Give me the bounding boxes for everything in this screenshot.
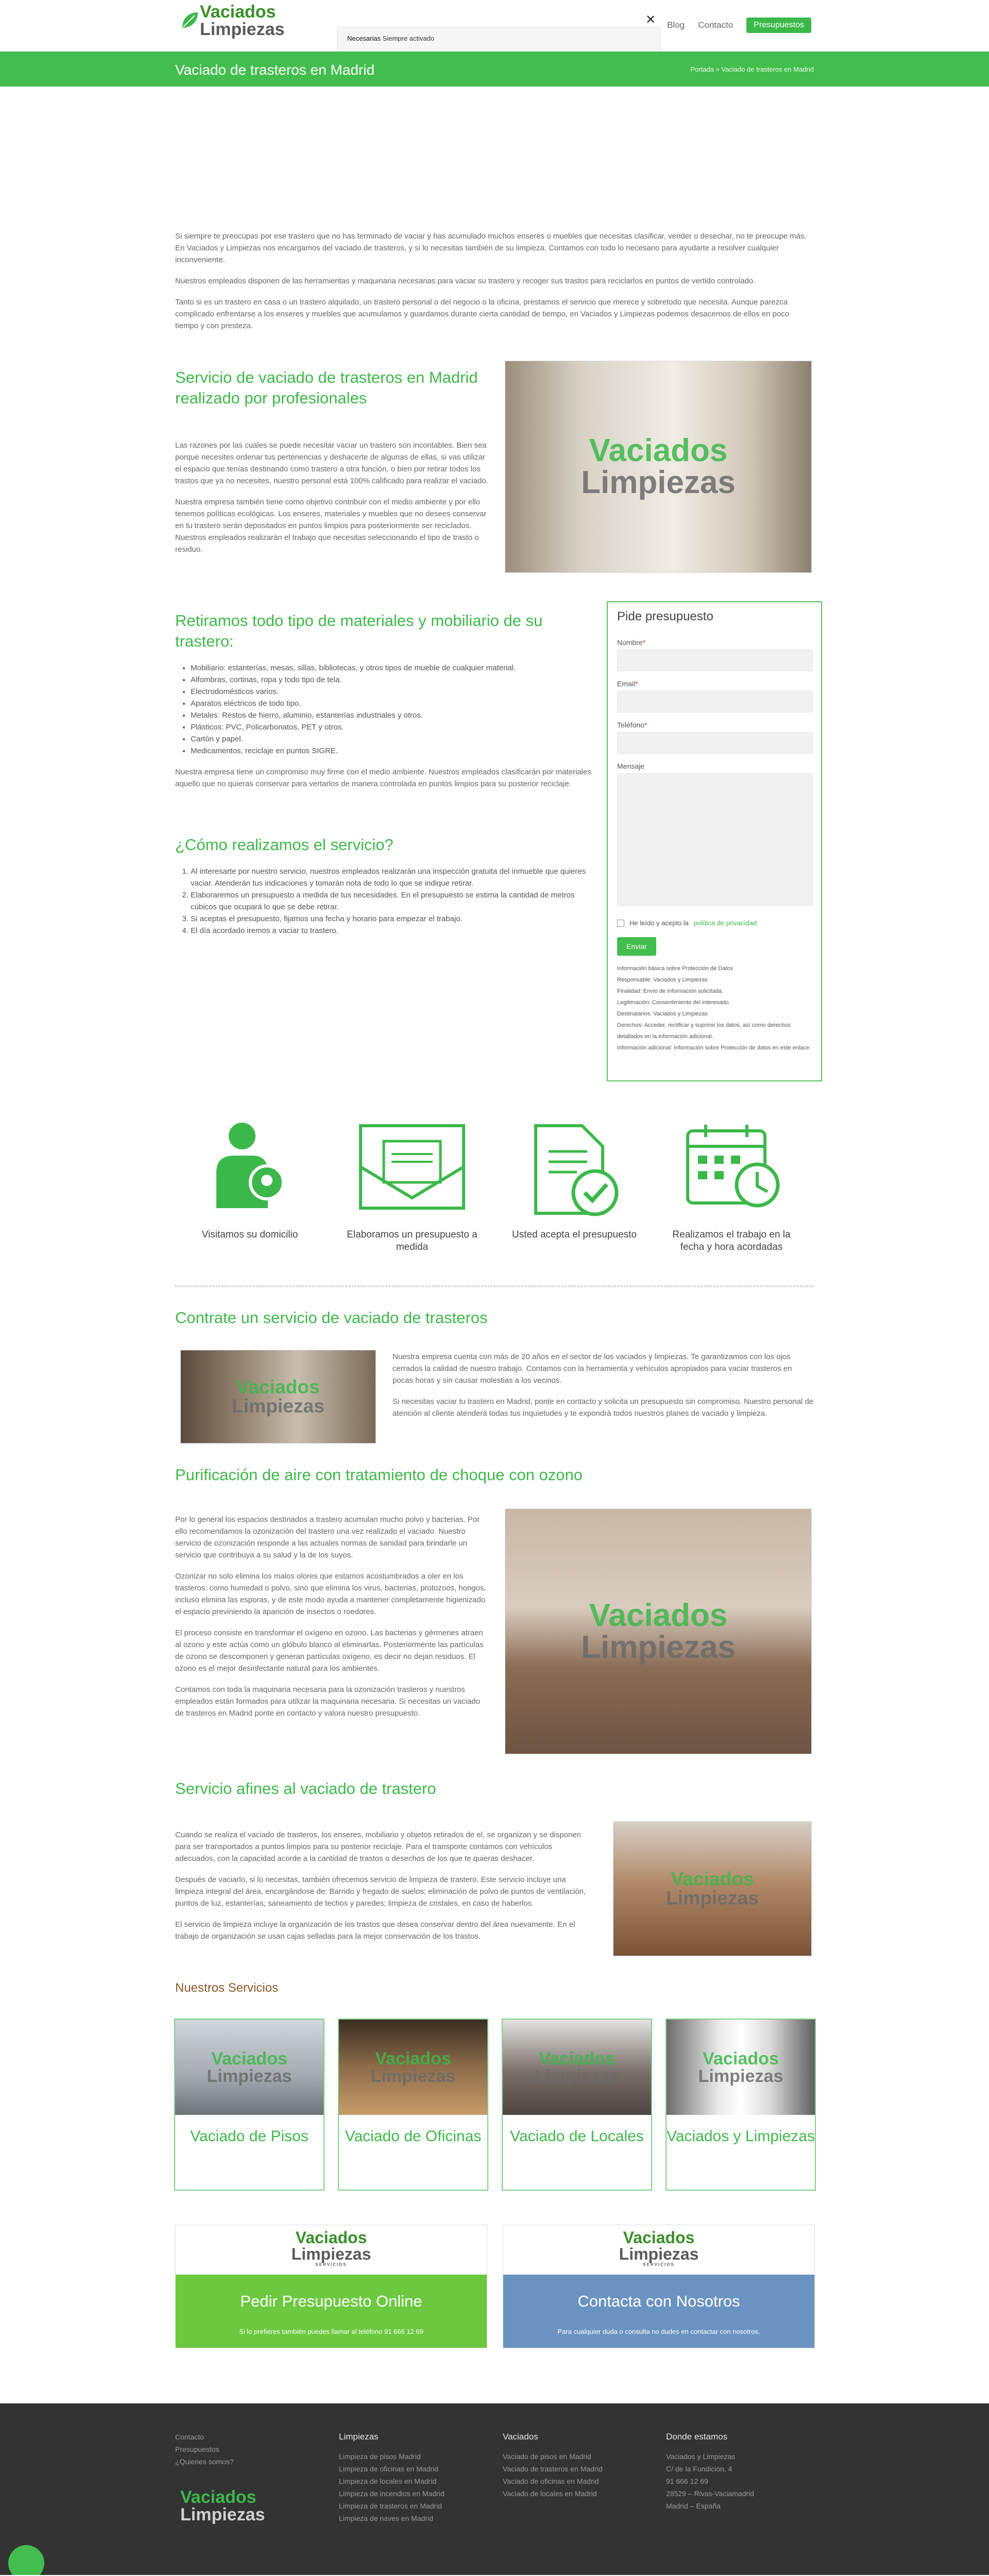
watermark-line1: Vaciados bbox=[589, 1597, 728, 1633]
service-card[interactable] bbox=[174, 2019, 325, 2191]
services-heading-wrap bbox=[175, 1981, 814, 1995]
service-card-label: Vaciados y Limpiezas bbox=[667, 2128, 815, 2145]
privacy-text: He leído y acepto la bbox=[629, 919, 689, 927]
name-label-text: Nombre bbox=[617, 638, 643, 647]
list-item: • Mobiliario: estanterías, mesas, sillas, bibliotecas, y otros tipos de mueble de cualquier material. bbox=[191, 662, 595, 674]
watermark-line1: Vaciados bbox=[539, 2048, 615, 2069]
phone-field[interactable] bbox=[617, 732, 813, 754]
list-item: • Electrodomésticos varios. bbox=[191, 686, 595, 698]
privacy-row bbox=[617, 919, 757, 927]
email-label-text: Email bbox=[617, 680, 636, 688]
section-paragraph: Nuestra empresa también tiene como objetivo contribuir con el medio ambiente y por ello tenemos políticas ecológicas. Los enseres, materiales y muebles que no desees conservar en tu trastero serán depositados en puntos limpios para posteriormente ser reciclados. Nuestros empleados realizarán el trabajo que necesitas seleccionando el tipo de trasto o residuo. bbox=[175, 498, 487, 554]
section-heading: ¿Cómo realizamos el servicio? bbox=[175, 836, 394, 854]
consent-row[interactable] bbox=[347, 35, 434, 42]
name-label bbox=[617, 638, 645, 647]
step-label: Usted acepta el presupuesto bbox=[512, 1229, 637, 1240]
footer-col-vaciados bbox=[503, 2431, 603, 2500]
ozone-section bbox=[175, 1465, 814, 1496]
contact-cta[interactable] bbox=[503, 2225, 815, 2348]
info-line[interactable]: Información adicional: Información sobre Protección de datos en este enlace. bbox=[617, 1045, 811, 1051]
footer-col-address bbox=[666, 2431, 754, 2512]
section-paragraph: Contamos con toda la maquinaria necesaria para la ozonización trasteros y nuestros empleados están formados para utilizar la maquinaria necesaria. Si necesitas un vaciado de trasteros en Madrid ponte en contacto y valora nuestro presupuesto. bbox=[175, 1685, 480, 1718]
trastero-hallway-photo bbox=[505, 361, 812, 573]
info-line: Legitimación: Consentimiento del interesado. bbox=[617, 999, 730, 1006]
service-card[interactable] bbox=[338, 2019, 488, 2191]
logo-line1: Vaciados bbox=[200, 2, 276, 22]
cta-subtitle: Para cualquier duda o consulta no dudes en contactar con nosotros. bbox=[557, 2328, 760, 2335]
footer-logo-line1: Vaciados bbox=[180, 2487, 257, 2507]
section-heading: Servicio de vaciado de trasteros en Madrid realizado por profesionales bbox=[175, 368, 478, 407]
service-card-image bbox=[667, 2020, 815, 2115]
watermark-line2: Limpiezas bbox=[698, 2066, 783, 2086]
footer-link[interactable]: Contacto bbox=[175, 2433, 204, 2441]
info-line: Información básica sobre Protección de Datos bbox=[617, 965, 734, 972]
list-item: • Aparatos eléctricos de todo tipo. bbox=[191, 698, 595, 709]
cta-body bbox=[503, 2275, 814, 2348]
cta-body bbox=[176, 2275, 487, 2348]
footer-link[interactable]: Limpieza de oficinas en Madrid bbox=[339, 2465, 438, 2473]
service-card-label: Vaciado de Locales bbox=[510, 2128, 644, 2145]
empty-room-photo bbox=[505, 1509, 812, 1754]
email-field[interactable] bbox=[617, 691, 813, 713]
quote-form bbox=[607, 601, 822, 1081]
footer-link[interactable]: Vaciado de pisos en Madrid bbox=[503, 2452, 591, 2461]
page-title-bar bbox=[0, 52, 989, 87]
watermark-line2: Limpiezas bbox=[534, 2066, 620, 2086]
footer-link[interactable]: Vaciado de locales en Madrid bbox=[503, 2489, 597, 2498]
info-line: Derechos: Acceder, rectificar y suprimir los datos, así como derechos detallados en la información adicional. bbox=[617, 1022, 791, 1040]
section-heading: Purificación de aire con tratamiento de choque con ozono bbox=[175, 1466, 583, 1484]
data-protection-info bbox=[617, 963, 813, 1054]
watermark-logo bbox=[535, 2049, 620, 2084]
cta-logo bbox=[619, 2229, 699, 2267]
watermark-line2: Limpiezas bbox=[370, 2066, 456, 2086]
nav-blog[interactable]: Blog bbox=[667, 20, 685, 30]
presupuestos-button[interactable]: Presupuestos bbox=[746, 18, 811, 33]
close-icon[interactable]: ✕ bbox=[645, 13, 656, 27]
cta-subtitle: Si lo prefieres también puedes llamar al teléfono 91 666 12 69 bbox=[239, 2328, 423, 2335]
required-icon: * bbox=[642, 638, 646, 647]
step-label: Elaboramos un presupuesto a medida bbox=[347, 1229, 478, 1252]
contract-text bbox=[393, 1351, 814, 1429]
intro-paragraph: Nuestros empleados disponen de las herramientas y maquinaria necesarias para vaciar su trastero y recoger sus trastos para reciclarlos en puntos de vertido controlado. bbox=[175, 277, 756, 285]
site-logo[interactable] bbox=[179, 3, 284, 38]
section-paragraph: Las razones por las cuales se puede necesitar vaciar un trastero son incontables. Bien sea porque necesites ordenar tus pertenencias y deshacerte de algunas de ellas, si vas utilizar el espacio que tenías destinando como trastero a otra función, o bien por retirar todos los trastos que ya no necesites, nuestro personal está 100% calificado para realizar el vaciado. bbox=[175, 441, 488, 485]
watermark-line1: Vaciados bbox=[236, 1376, 320, 1398]
section-heading: Contrate un servicio de vaciado de trasteros bbox=[175, 1309, 488, 1327]
footer-logo-line2: Limpiezas bbox=[180, 2505, 265, 2524]
form-title: Pide presupuesto bbox=[617, 609, 713, 623]
cta-logo-line2: Limpiezas bbox=[291, 2245, 371, 2263]
section-paragraph: Cuando se realiza el vaciado de trasteros, los enseres, mobiliario y objetos retirados de el, se organizan y se disponen para ser transportados a puntos limpios para su posterior reciclaje. Para el transporte contamos con vehículos adecuados, con la capacidad acorde a la cantidad de trastos o desechos de los que te quieras deshacer. bbox=[175, 1831, 581, 1863]
phone-label bbox=[617, 721, 647, 729]
footer-link[interactable]: Limpieza de naves en Madrid bbox=[339, 2514, 433, 2522]
cta-logo-line2: Limpiezas bbox=[619, 2245, 699, 2263]
phone-label-text: Teléfono bbox=[617, 721, 644, 729]
watermark-logo bbox=[232, 1378, 325, 1416]
footer-logo[interactable] bbox=[180, 2488, 265, 2523]
site-header bbox=[0, 0, 989, 52]
service-card-label: Vaciado de Oficinas bbox=[345, 2128, 482, 2145]
required-icon: * bbox=[644, 721, 647, 729]
service-card[interactable] bbox=[502, 2019, 652, 2191]
section-paragraph: El proceso consiste en transformar el oxígeno en ozono. Las bacterias y gérmenes atraen al ozono y este actúa como un glóbulo blanco al eliminarlas. Posteriormente las partículas de ozono se descomponen y generan partículas oxígeno, es decir no dejan residuos. El ozono es el mejor desinfectante natural para los ambientes. bbox=[175, 1629, 484, 1673]
info-line: Responsable: Vaciados y Limpiezas bbox=[617, 977, 708, 983]
cta-title: Pedir Presupuesto Online bbox=[240, 2292, 422, 2310]
location-person-icon bbox=[211, 1121, 288, 1211]
info-line: Destinatarios: Vaciados y Limpiezas bbox=[617, 1011, 708, 1017]
address-line: Vaciados y Limpiezas bbox=[666, 2452, 736, 2461]
breadcrumb[interactable]: Portada » Vaciado de trasteros en Madrid bbox=[690, 65, 814, 73]
send-button[interactable]: Enviar bbox=[617, 937, 656, 956]
list-item: 3. Si aceptas el presupuesto, fijamos una fecha y horario para empezar el trabajo. bbox=[191, 913, 595, 925]
consent-label: Necesarias bbox=[347, 35, 381, 42]
list-item: • Medicamentos, reciclaje en puntos SIGRE. bbox=[191, 745, 595, 757]
list-item: • Metales: Restos de hierro, aluminio, estanterías industriales y otros. bbox=[191, 709, 595, 721]
document-check-icon bbox=[525, 1121, 623, 1218]
logo-line2: Limpiezas bbox=[200, 20, 285, 39]
footer-heading: Vaciados bbox=[503, 2432, 538, 2442]
watermark-logo bbox=[698, 2049, 783, 2084]
how-section bbox=[175, 835, 595, 937]
section-paragraph: El servicio de limpieza incluye la organización de los trastos que desea conservar dentro del área nuevamente. En el trabajo de organización se usan cajas selladas para la mejor conservación de los trastos. bbox=[175, 1920, 575, 1941]
section-paragraph: Después de vaciarlo, si lo necesitas, también ofrecemos servicio de limpieza de trastero. Este servicio incluye una limpieza integral del área, encargándose de: Barrido y fregado de suelos; eliminación de polvo de puntos de ventilación, puntos de luz, estanterías; saneamiento de techos y paredes; limpieza de cristales, en caso de haberlos. bbox=[175, 1875, 586, 1908]
address-line: C/ de la Fundición, 4 bbox=[666, 2465, 732, 2473]
section-heading: Servicio afines al vaciado de trastero bbox=[175, 1780, 436, 1798]
service-card-label: Vaciado de Pisos bbox=[190, 2128, 309, 2145]
message-field[interactable] bbox=[617, 773, 813, 906]
section-paragraph: Si necesitas vaciar tu trastero en Madrid, ponte en contacto y solicita un presupuesto sin compromiso. Nuestro personal de atención al cliente atenderá todas tus inquietudes y te expondrá todos nuestros planes de vaciado y limpieza. bbox=[393, 1397, 814, 1418]
footer-link[interactable]: Limpieza de locales en Madrid bbox=[339, 2477, 437, 2485]
logo-text bbox=[200, 3, 284, 38]
contract-section bbox=[175, 1308, 814, 1338]
name-field[interactable] bbox=[617, 650, 813, 671]
intro-paragraph: Tanto si es un trastero en casa o un trastero alquilado, un trastero personal o del negocio o la oficina, prestamos el servicio que merece y sobretodo que necesita. Aunque parezca complicado enfrentarse a los enseres y muebles que acumulamos y guardamos durante cierta cantidad de tiempo, en Vaciados y Limpiezas podemos desacernos de ellos en poco tiempo y con presteza. bbox=[175, 298, 790, 330]
section-paragraph: Nuestra empresa cuenta con más de 20 años en el sector de los vaciados y limpiezas. Te garantizamos con los ojos cerrados la calidad de nuestro trabajo. Contamos con la herramienta y vehículos apropiados para vaciar trasteros en pocas horas y sin causar molestias a los vecinos. bbox=[393, 1352, 792, 1385]
main-nav bbox=[667, 18, 811, 33]
watermark-logo bbox=[207, 2049, 292, 2084]
watermark-line2: Limpiezas bbox=[207, 2066, 292, 2086]
footer-link[interactable]: Limpieza de trasteros en Madrid bbox=[339, 2502, 442, 2510]
section-paragraph: Nuestra empresa tiene un compromiso muy firme con el medio ambiente. Nuestros empleados clasificarán por materiales aquello que no quieras conservar para vertarlos de manera controlada en puntos limpios para su posterior reciclaje. bbox=[175, 768, 591, 788]
watermark-line1: Vaciados bbox=[375, 2048, 451, 2069]
floor-cleaning-photo bbox=[613, 1821, 812, 1956]
watermark-logo bbox=[666, 1870, 759, 1908]
address-line: 28529 – Rivas-Vaciamadrid bbox=[666, 2489, 754, 2498]
related-text bbox=[175, 1829, 587, 1952]
watermark-logo bbox=[581, 1597, 736, 1665]
section-paragraph: Ozonizar no solo elimina los malos olores que estamos acostumbrados a oler en los trasteros: como humedad o polvo, sino que elimina los virus, bacterias, protozoos, hongos, incluso elimina las esporas, y de este modo ayuda a mantener completamente higienizado el espacio previniendo la aparición de insectos o roedores. bbox=[175, 1572, 486, 1616]
footer-link[interactable]: ¿Quienes somos? bbox=[175, 2458, 234, 2466]
cta-logo-line1: Vaciados bbox=[295, 2228, 367, 2247]
list-item: • Plásticos: PVC, Policarbonatos, PET y otros. bbox=[191, 721, 595, 733]
cta-logo-area bbox=[176, 2225, 487, 2275]
cta-logo-tag: SERVICIOS bbox=[315, 2262, 347, 2267]
privacy-checkbox[interactable] bbox=[617, 920, 624, 927]
footer-heading: Donde estamos bbox=[666, 2432, 728, 2442]
footer-link[interactable]: Limpieza de pisos Madrid bbox=[339, 2452, 421, 2461]
watermark-logo bbox=[581, 435, 736, 499]
watermark-line1: Vaciados bbox=[671, 1868, 754, 1890]
cta-title: Contacta con Nosotros bbox=[577, 2292, 740, 2310]
watermark-line1: Vaciados bbox=[211, 2048, 287, 2069]
cta-logo-area bbox=[503, 2225, 814, 2275]
footer-link[interactable]: Vaciado de oficinas en Madrid bbox=[503, 2477, 599, 2485]
service-card-image bbox=[339, 2020, 487, 2115]
dotted-divider bbox=[175, 1285, 814, 1287]
ozone-text bbox=[175, 1514, 489, 1728]
calendar-clock-icon bbox=[683, 1121, 783, 1211]
email-label bbox=[617, 680, 638, 688]
list-item: 4. El día acordado iremos a vaciar tu trastero. bbox=[191, 925, 595, 937]
list-item: • Alfombras, cortinas, ropa y todo tipo de tela. bbox=[191, 674, 595, 686]
watermark-line1: Vaciados bbox=[589, 433, 728, 468]
watermark-logo bbox=[371, 2049, 456, 2084]
cta-logo bbox=[292, 2229, 371, 2267]
list-item: 2. Elaboraremos un presupuesto a medida de tus necesidades. En el presupuesto se estima la cantidad de metros cúbicos que ocupará lo que se debe retirar. bbox=[191, 889, 595, 913]
intro-section bbox=[175, 230, 814, 341]
required-icon: * bbox=[635, 680, 638, 688]
service-card-image bbox=[175, 2020, 323, 2115]
site-footer bbox=[0, 2403, 989, 2576]
footer-heading: Limpiezas bbox=[339, 2432, 379, 2442]
footer-link[interactable]: Vaciado de trasteros en Madrid bbox=[503, 2465, 603, 2473]
page-title: Vaciado de trasteros en Madrid bbox=[175, 62, 375, 78]
watermark-line1: Vaciados bbox=[703, 2048, 779, 2069]
envelope-quote-icon bbox=[355, 1121, 469, 1213]
step-label: Realizamos el trabajo en la fecha y hora acordadas bbox=[672, 1229, 791, 1252]
info-line: Finalidad: Envío de información solicitada. bbox=[617, 988, 724, 994]
cta-logo-tag: SERVICIOS bbox=[643, 2262, 675, 2267]
professional-service-section bbox=[175, 367, 489, 565]
step-label: Visitamos su domicilio bbox=[201, 1229, 298, 1240]
address-line: 91 666 12 69 bbox=[666, 2477, 708, 2485]
address-line: Madrid – España bbox=[666, 2502, 721, 2510]
intro-paragraph: Si siempre te preocupas por ese trastero que no has terminado de vaciar y has acumulado muchos enseres o muebles que necesitas clasificar, vender o desechar, no te preocupe más. En Vaciados y Limpiezas nos encargamos del vaciado de trasteros, y si lo necesitas también de su limpieza. Contamos con todo lo necesario para ayudarte a resolver cualquier inconveniente. bbox=[175, 232, 807, 264]
watermark-line2: Limpiezas bbox=[581, 1629, 736, 1665]
section-paragraph: Por lo general los espacios destinados a trastero acumulan mucho polvo y bacterias. Por ello recomendamos la ozonización del trastero una vez realizado el vaciado. Nuestro servicio de ozonización responde a las actuales normas de sanidad para brindarle un servicio que contribuya a su salud y la de los suyos. bbox=[175, 1515, 480, 1560]
service-card-image bbox=[503, 2020, 651, 2115]
section-heading: Retiramos todo tipo de materiales y mobiliario de su trastero: bbox=[175, 612, 543, 650]
watermark-line2: Limpiezas bbox=[666, 1887, 759, 1909]
privacy-link[interactable]: política de privacidad bbox=[693, 919, 757, 927]
consent-status: Siempre activado bbox=[382, 35, 435, 42]
nav-contacto[interactable]: Contacto bbox=[698, 20, 734, 30]
steps-list bbox=[175, 866, 595, 937]
storage-photo bbox=[180, 1350, 376, 1444]
list-item: 1. Al interesarte por nuestro servicio, nuestros empleados realizarán una inspección gratuita del inmueble que quieres vaciar. Atenderán tus indicaciones y tomarán nota de todo lo que se indique retirar. bbox=[191, 866, 595, 889]
footer-col-limpiezas bbox=[339, 2431, 445, 2524]
materials-list bbox=[175, 662, 595, 757]
leaf-icon bbox=[179, 10, 200, 31]
message-label: Mensaje bbox=[617, 762, 644, 770]
watermark-line2: Limpiezas bbox=[581, 465, 736, 500]
footer-col-links bbox=[175, 2431, 234, 2468]
watermark-line2: Limpiezas bbox=[232, 1395, 325, 1417]
related-services-section bbox=[175, 1778, 814, 1809]
quote-cta[interactable] bbox=[175, 2225, 487, 2348]
services-title: Nuestros Servicios bbox=[175, 1981, 279, 1995]
service-card[interactable] bbox=[666, 2019, 816, 2191]
materials-section bbox=[175, 611, 595, 799]
cta-logo-line1: Vaciados bbox=[623, 2228, 695, 2247]
footer-link[interactable]: Presupuestos bbox=[175, 2445, 219, 2453]
list-item: • Cartón y papel. bbox=[191, 733, 595, 745]
footer-link[interactable]: Limpieza de incendios en Madrid bbox=[339, 2489, 445, 2498]
